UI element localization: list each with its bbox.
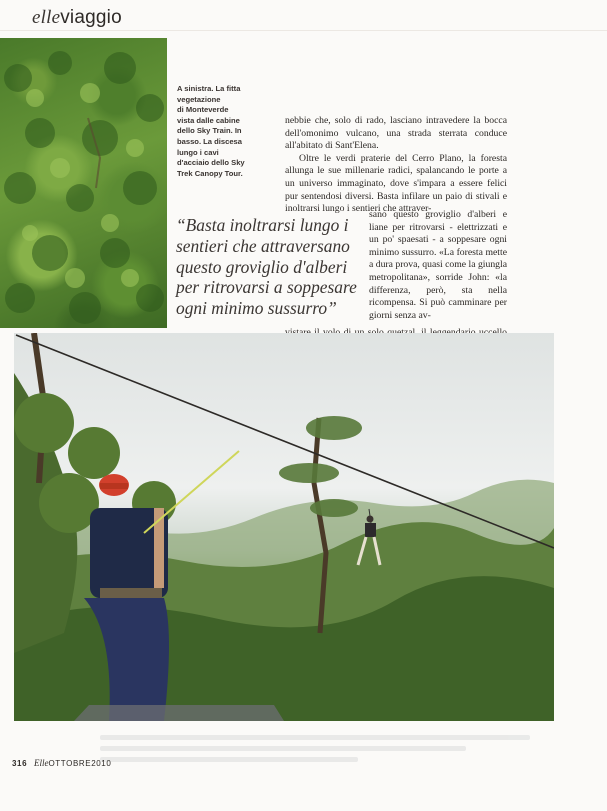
article-text-narrow xyxy=(369,209,507,322)
header-divider xyxy=(0,30,607,31)
aerial-forest-photo xyxy=(0,38,167,328)
section-title xyxy=(32,6,122,30)
paragraph-2-start: Oltre le verdi praterie del Cerro Plano, la foresta allunga le sue millenarie radici, spalancando le porte a un universo immaginato, dove s'impara a essere felici pur sentendosi diversi. Basta infilare un paio di stivali e inoltrarsi lungo i sentieri che attraver- xyxy=(285,152,507,215)
page-number: 316 xyxy=(12,759,28,768)
article-text-upper xyxy=(285,115,507,216)
paragraph-1: nebbie che, solo di rado, lasciano intravedere la bocca dell'omonimo vulcano, una strada sterrata conduce all'abitato di Sant'Elena. xyxy=(285,115,507,152)
forest-canopy-illustration xyxy=(0,38,167,328)
section-name: viaggio xyxy=(60,7,122,28)
issue-date: OTTOBRE2010 xyxy=(48,759,112,768)
zipline-scene-illustration xyxy=(14,333,554,721)
zipline-photo xyxy=(14,333,554,721)
photo-caption: A sinistra. La fitta vegetazione di Monteverde vista dalle cabine dello Sky Train. In basso. La discesa lungo i cavi d'acciaio dello Sky Trek Canopy Tour. xyxy=(177,84,245,178)
pull-quote: “Basta inoltrarsi lungo i sentieri che attraversano questo groviglio d'alberi per ritrovarsi a soppesare ogni minimo sussurro” xyxy=(176,215,357,319)
faded-caption-lines xyxy=(100,735,530,765)
paragraph-2-middle: sano questo groviglio d'alberi e liane per ritrovarsi - elettrizzati e un po' spaesati - a soppesare ogni minimo sussurro. «La foresta mette a dura prova, quasi come la giungla metropolitana», sorride John: «la differenza, però, sta nella ricompensa. Si può camminare per giorni senza av- xyxy=(369,209,507,321)
brand-name: elle xyxy=(32,7,61,28)
magazine-name: Elle xyxy=(33,758,49,768)
page-footer xyxy=(12,758,111,768)
